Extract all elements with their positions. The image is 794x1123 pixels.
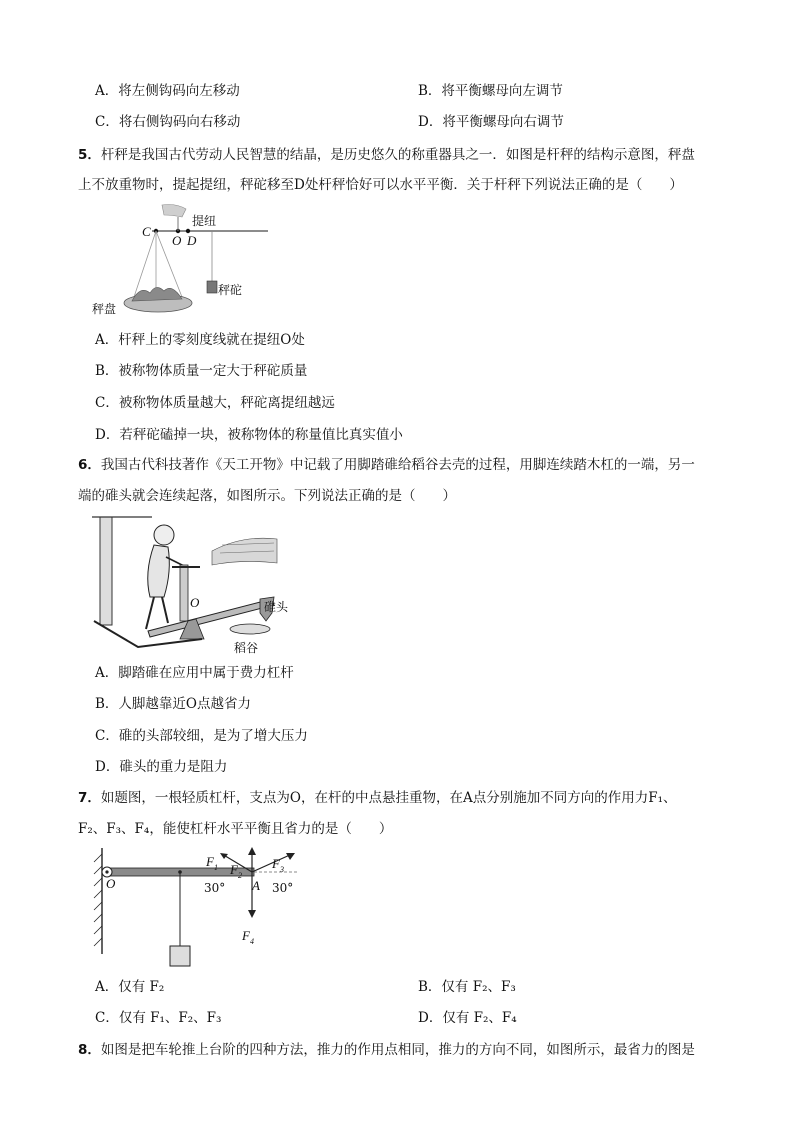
person-head <box>154 525 174 545</box>
handrail-post <box>180 565 188 621</box>
label-f1: $F_1$ <box>206 854 218 872</box>
q6-option-b: B．人脚越靠近O点越省力 <box>95 696 251 712</box>
scenery <box>212 538 277 565</box>
person-body <box>148 545 170 597</box>
pivot-o-center <box>105 870 108 873</box>
q5-option-c: C．被称物体质量越大，秤砣离提纽越远 <box>95 395 335 411</box>
q8-stem-line1 <box>78 1041 695 1059</box>
label-daogu: 稻谷 <box>234 641 259 655</box>
foot-pestle-figure <box>92 513 292 658</box>
label-a: A <box>252 878 260 893</box>
q6-stem-line1 <box>78 456 695 474</box>
q7-stem-line2: F₂、F₃、F₄，能使杠杆水平平衡且省力的是（ ） <box>78 821 393 837</box>
q5-option-d: D．若秤砣磕掉一块，被称物体的称量值比真实值小 <box>95 427 403 443</box>
pan-goods <box>132 287 182 301</box>
person-leg <box>146 597 154 629</box>
q7-option-b: B．仅有 F₂、F₃ <box>418 979 516 995</box>
label-duitou: 碓头 <box>264 600 289 614</box>
lever-force-figure <box>92 846 307 972</box>
label-chengtuo: 秤砣 <box>218 283 243 297</box>
q6-option-c: C．碓的头部较细，是为了增大压力 <box>95 728 308 744</box>
q7-text-1: 如题图，一根轻质杠杆，支点为O，在杆的中点悬挂重物，在A点分别施加不同方向的作用力F₁、 <box>100 790 677 806</box>
q4-option-a: A．将左侧钩码向左移动 <box>95 83 240 99</box>
label-tizhu: 提纽 <box>192 214 217 228</box>
q4-option-c: C．将右侧钩码向右移动 <box>95 114 241 130</box>
wall-hatching <box>94 854 102 946</box>
q5-number: 5． <box>78 147 101 163</box>
q6-option-a: A．脚踏碓在应用中属于费力杠杆 <box>95 665 294 681</box>
steelyard-figure <box>90 203 275 321</box>
pan-string <box>134 231 156 297</box>
q7-option-d: D．仅有 F₂、F₄ <box>418 1010 517 1026</box>
q7-number: 7． <box>78 790 101 806</box>
counterweight <box>207 281 217 293</box>
label-o: O <box>190 595 200 610</box>
q6-text-1: 我国古代科技著作《天工开物》中记载了用脚踏碓给稻谷去壳的过程，用脚连续踏木杠的一端，另一 <box>100 457 695 473</box>
q5-option-a: A．杆秤上的零刻度线就在提纽O处 <box>95 332 305 348</box>
q6-number: 6． <box>78 457 101 473</box>
frame-post <box>100 517 112 625</box>
hanging-weight <box>170 946 190 966</box>
label-chengpan: 秤盘 <box>92 302 117 316</box>
q5-stem-line2: 上不放重物时，提起提纽，秤砣移至D处杆秤恰好可以水平平衡．关于杆秤下列说法正确的是（ ） <box>78 177 683 193</box>
q6-option-d: D．碓头的重力是阻力 <box>95 759 228 775</box>
q4-option-d: D．将平衡螺母向右调节 <box>418 114 564 130</box>
q6-stem-line2: 端的碓头就会连续起落，如图所示。下列说法正确的是（ ） <box>78 488 456 504</box>
hand-shape <box>162 205 186 218</box>
label-f3: $F_3$ <box>272 856 284 874</box>
q4-option-b: B．将平衡螺母向左调节 <box>418 83 563 99</box>
label-angle-1: 30° <box>204 881 226 895</box>
label-angle-3: 30° <box>272 881 294 895</box>
force-f1-head <box>220 853 228 859</box>
q5-text-1: 杆秤是我国古代劳动人民智慧的结晶，是历史悠久的称重器具之一．如图是杆秤的结构示意图，秤盘 <box>100 147 695 163</box>
force-f4-head <box>248 910 256 918</box>
force-f2-head <box>248 847 256 855</box>
q5-stem-line1 <box>78 146 695 164</box>
label-o: O <box>172 233 182 248</box>
rice-mortar <box>230 624 270 634</box>
person-leg <box>162 597 168 623</box>
q8-text-1: 如图是把车轮推上台阶的四种方法，推力的作用点相同，推力的方向不同，如图所示，最省力的图是 <box>100 1042 695 1058</box>
label-o: O <box>106 876 116 891</box>
q8-number: 8． <box>78 1042 101 1058</box>
label-f2: $F_2$ <box>230 862 242 880</box>
q7-option-c: C．仅有 F₁、F₂、F₃ <box>95 1010 222 1026</box>
q5-option-b: B．被称物体质量一定大于秤砣质量 <box>95 363 308 379</box>
q7-option-a: A．仅有 F₂ <box>95 979 165 995</box>
q7-stem-line1 <box>78 789 677 807</box>
label-d: D <box>187 233 197 248</box>
label-f4: $F_4$ <box>242 928 254 946</box>
label-c: C <box>142 224 151 239</box>
